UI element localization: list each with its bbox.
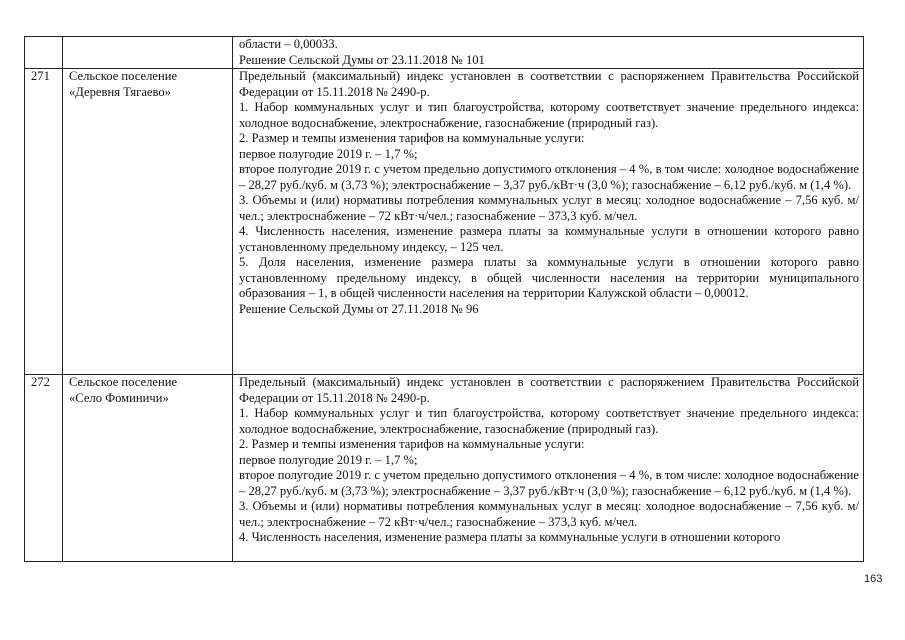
cell-description	[233, 37, 864, 69]
item-4-population: 4. Численность населения, изменение размера платы за коммунальные услуги в отношении которого равно установленному предельному индексу, – 125 чел.	[239, 224, 859, 254]
index-statement: Предельный (максимальный) индекс установлен в соответствии с распоряжением Правительства Российской Федерации от 15.11.2018 № 2490-р.	[239, 69, 859, 99]
item-1-services: 1. Набор коммунальных услуг и тип благоустройства, которому соответствует значение предельного индекса: холодное водоснабжение, электроснабжение, газоснабжение (природный газ).	[239, 406, 859, 436]
cell-settlement	[63, 37, 233, 69]
item-5-share: 5. Доля населения, изменение размера платы за коммунальные услуги в отношении которого равно установленному предельному индексу, в общей численности населения на территории муниципального образования – 1, в общей численности населения на территории Калужской области – 0,00012.	[239, 255, 859, 300]
item-2-title: 2. Размер и темпы изменения тарифов на коммунальные услуги:	[239, 131, 585, 145]
item-2-second-half: второе полугодие 2019 г. с учетом предельно допустимого отклонения – 4 %, в том числе: холодное водоснабжение – 28,27 руб./куб. м (3,73 %); электроснабжение – 3,37 руб./кВт·ч (3,0 %); газоснабжение – 6,12 руб./куб. м (1,4 %).	[239, 468, 859, 498]
settlement-type: Сельское поселение	[69, 69, 178, 83]
prev-row-line: области – 0,00033.	[239, 37, 338, 51]
row-number: 271	[25, 69, 63, 375]
settlement-type: Сельское поселение	[69, 375, 178, 389]
cell-description	[233, 375, 864, 562]
item-2-first-half: первое полугодие 2019 г. – 1,7 %;	[239, 146, 418, 161]
table-row-271	[25, 69, 864, 375]
item-1-services: 1. Набор коммунальных услуг и тип благоустройства, которому соответствует значение предельного индекса: холодное водоснабжение, электроснабжение, газоснабжение (природный газ).	[239, 100, 859, 130]
item-2-title: 2. Размер и темпы изменения тарифов на коммунальные услуги:	[239, 437, 585, 451]
page-number: 163	[864, 573, 883, 585]
cell-number	[25, 37, 63, 69]
item-2-first-half: первое полугодие 2019 г. – 1,7 %;	[239, 452, 418, 467]
cell-description	[233, 69, 864, 375]
table-row-continued	[25, 37, 864, 69]
tariff-index-table	[24, 36, 864, 562]
settlement-name	[63, 69, 233, 375]
index-statement: Предельный (максимальный) индекс установлен в соответствии с распоряжением Правительства Российской Федерации от 15.11.2018 № 2490-р.	[239, 375, 859, 405]
item-2-second-half: второе полугодие 2019 г. с учетом предельно допустимого отклонения – 4 %, в том числе: холодное водоснабжение – 28,27 руб./куб. м (3,73 %); электроснабжение – 3,37 руб./кВт·ч (3,0 %); газоснабжение – 6,12 руб./куб. м (1,4 %).	[239, 162, 859, 192]
row-number: 272	[25, 375, 63, 562]
item-3-volumes: 3. Объемы и (или) нормативы потребления коммунальных услуг в месяц: холодное водоснабжение – 7,56 куб. м/чел.; электроснабжение – 72 кВт·ч/чел.; газоснабжение – 373,3 куб. м/чел.	[239, 193, 859, 223]
item-4-population-partial: 4. Численность населения, изменение размера платы за коммунальные услуги в отношении которого	[239, 530, 781, 544]
item-3-volumes: 3. Объемы и (или) нормативы потребления коммунальных услуг в месяц: холодное водоснабжение – 7,56 куб. м/чел.; электроснабжение – 72 кВт·ч/чел.; газоснабжение – 373,3 куб. м/чел.	[239, 499, 859, 529]
table-row-272	[25, 375, 864, 562]
clipped-content	[239, 375, 859, 561]
settlement-name	[63, 375, 233, 562]
decision-reference: Решение Сельской Думы от 27.11.2018 № 96	[239, 301, 479, 316]
settlement-title: «Деревня Тягаево»	[69, 84, 171, 99]
prev-row-decision: Решение Сельской Думы от 23.11.2018 № 101	[239, 52, 485, 67]
settlement-title: «Село Фоминичи»	[69, 390, 169, 405]
